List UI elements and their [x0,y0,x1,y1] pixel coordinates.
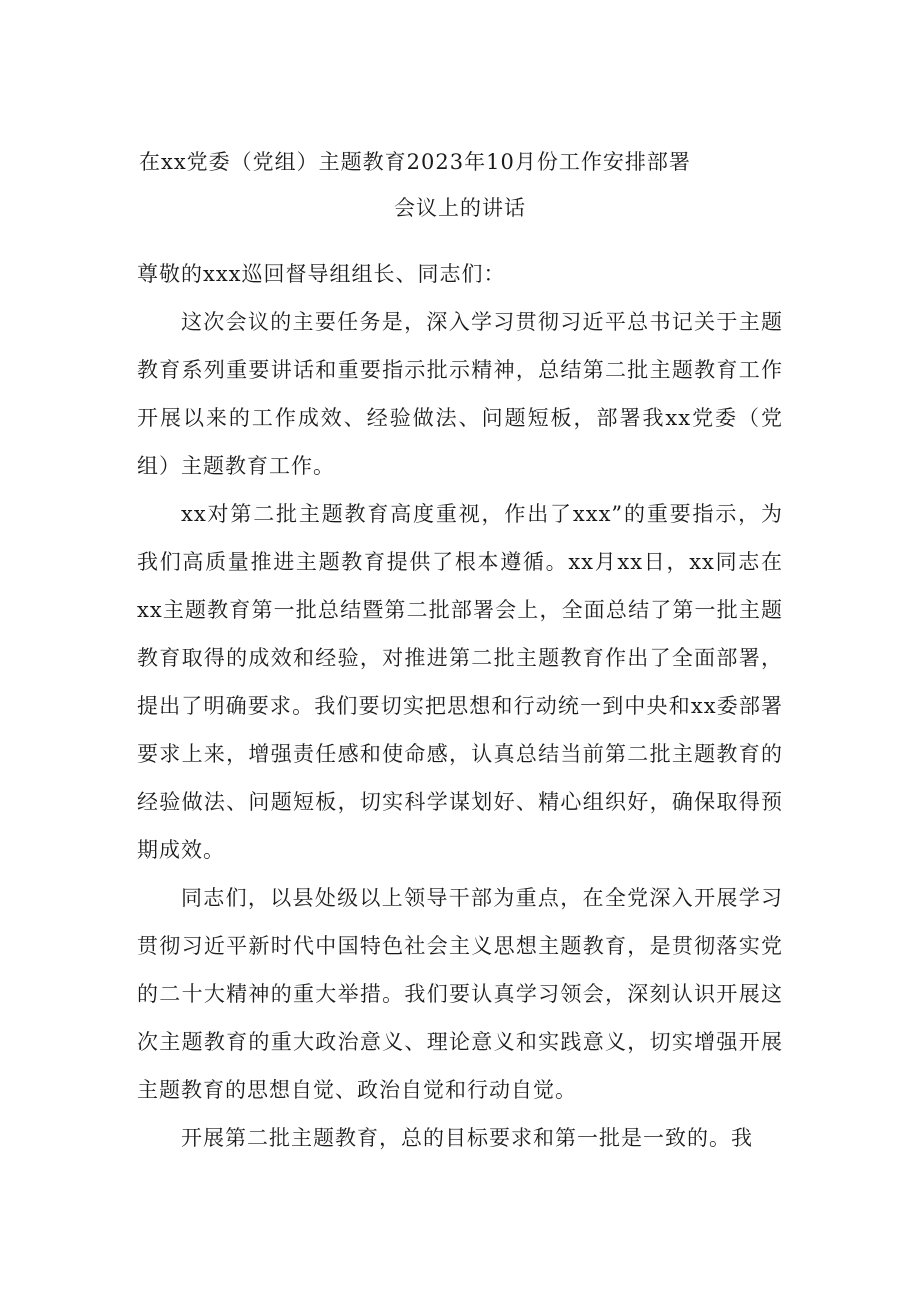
document-title-line-2: 会议上的讲话 [394,196,526,220]
document-page [137,150,783,1162]
document-title-line-1: 在xx党委（党组）主题教育2023年10月份工作安排部署 [139,150,691,174]
paragraph: 同志们，以县处级以上领导干部为重点，在全党深入开展学习贯彻习近平新时代中国特色社会主义思想主题教育，是贯彻落实党的二十大精神的重大举措。我们要认真学习领会，深刻认识开展这次主题教育的重大政治意义、理论意义和实践意义，切实增强开展主题教育的思想自觉、政治自觉和行动自觉。 [137,886,783,1102]
salutation: 尊敬的xxx巡回督导组组长、同志们： [137,262,506,286]
paragraph: 开展第二批主题教育，总的目标要求和第一批是一致的。我 [181,1126,753,1150]
paragraph: 这次会议的主要任务是，深入学习贯彻习近平总书记关于主题教育系列重要讲话和重要指示批示精神，总结第二批主题教育工作开展以来的工作成效、经验做法、问题短板，部署我xx党委（党组）主题教育工作。 [137,310,783,478]
paragraph: xx对第二批主题教育高度重视，作出了xxx”的重要指示，为我们高质量推进主题教育提供了根本遵循。xx月xx日，xx同志在xx主题教育第一批总结暨第二批部署会上，全面总结了第一批主题教育取得的成效和经验，对推进第二批主题教育作出了全面部署，提出了明确要求。我们要切实把思想和行动统一到中央和xx委部署要求上来，增强责任感和使命感，认真总结当前第二批主题教育的经验做法、问题短板，切实科学谋划好、精心组织好，确保取得预期成效。 [137,502,783,862]
